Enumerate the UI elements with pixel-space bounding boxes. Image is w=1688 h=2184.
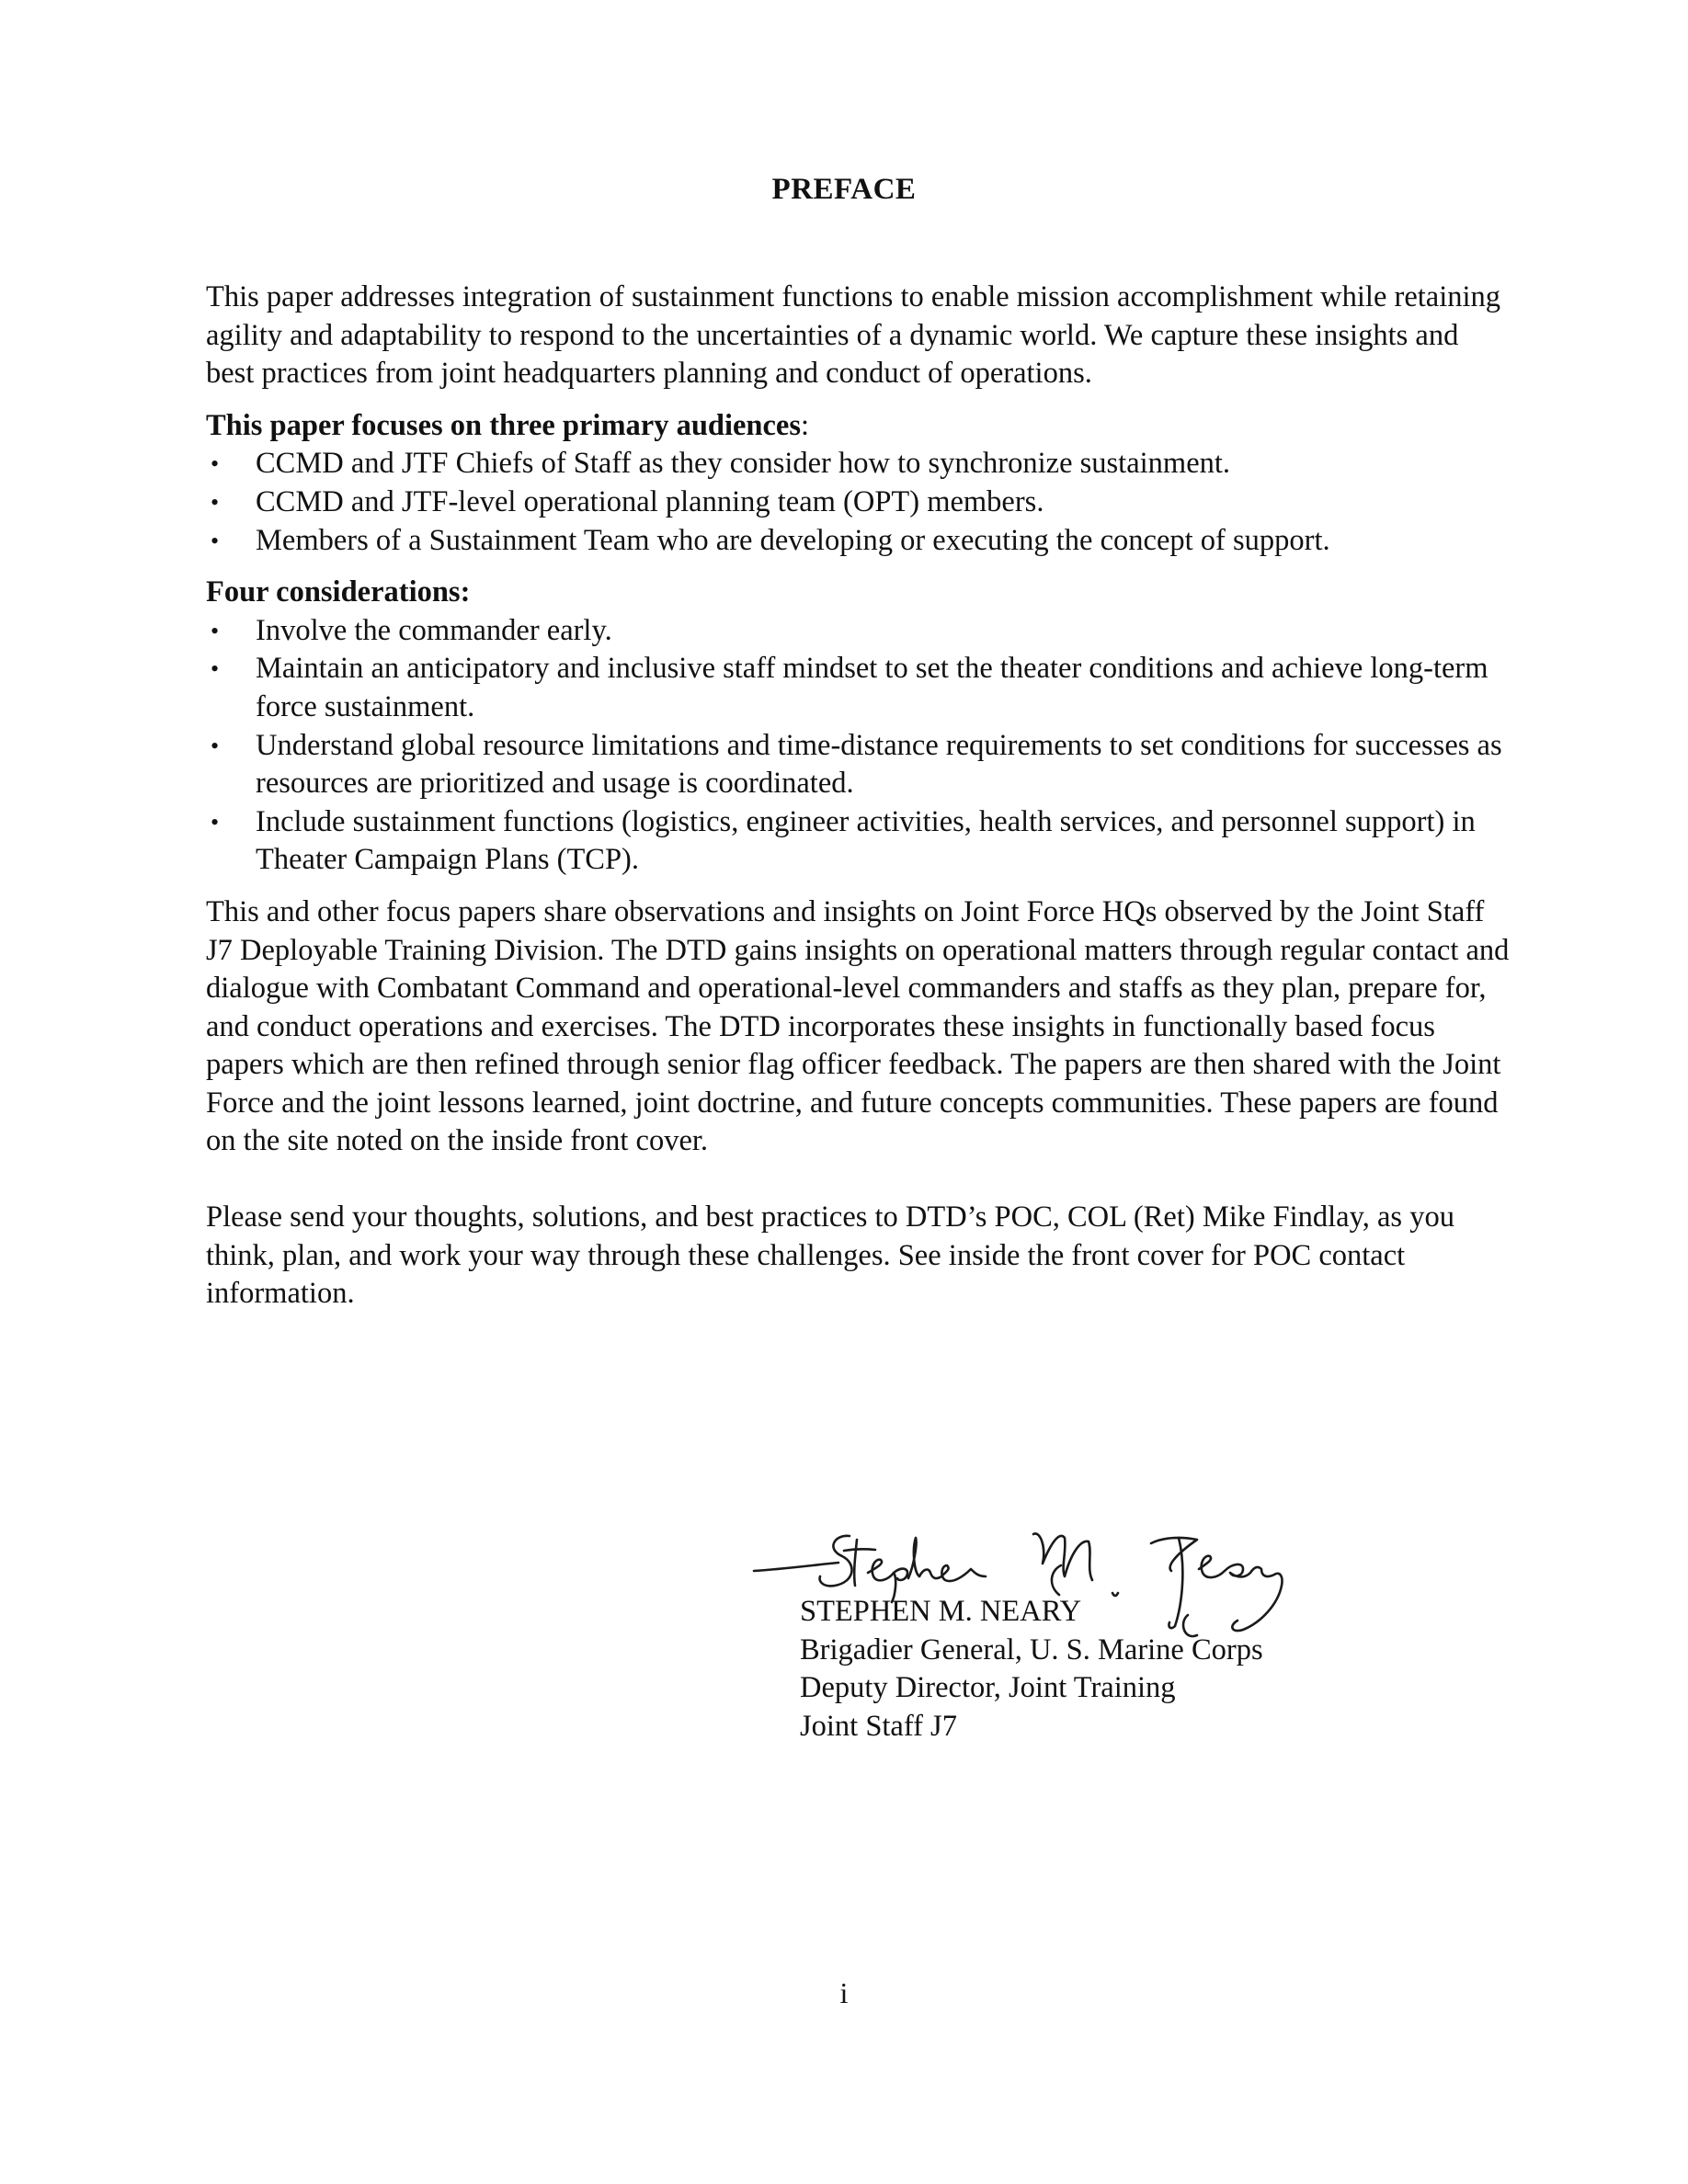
list-item [206, 522, 1511, 561]
list-item-text: Maintain an anticipatory and inclusive staff mindset to set the theater conditions and achieve long-term force sustainment. [256, 652, 1488, 723]
intro-paragraph: This paper addresses integration of sustainment functions to enable mission accomplishment while retaining agility and adaptability to respond to the uncertainties of a dynamic world. We capture these insights and best practices from joint headquarters planning and conduct of operations. [206, 280, 1501, 391]
bullet-icon: • [211, 732, 220, 759]
audiences-heading [206, 407, 1511, 446]
page-title: PREFACE [771, 173, 917, 206]
audiences-heading-colon: : [801, 408, 810, 442]
bullet-icon: • [211, 527, 220, 554]
closing-paragraph: Please send your thoughts, solutions, and best practices to DTD’s POC, COL (Ret) Mike Findlay, as you think, plan, and work your way through these challenges. See inside the front cover for POC contact information. [206, 1200, 1454, 1311]
list-item-text: Involve the commander early. [256, 613, 612, 647]
list-item-text: CCMD and JTF-level operational planning team (OPT) members. [256, 484, 1044, 518]
bullet-icon: • [211, 808, 220, 836]
bullet-icon: • [211, 488, 220, 516]
signature-block-text [800, 1593, 1263, 1746]
signer-name: STEPHEN M. NEARY [800, 1595, 1082, 1628]
considerations-heading: Four considerations: [206, 575, 471, 609]
list-item-text: Include sustainment functions (logistics, engineer activities, health services, and personnel support) in Theater Campaign Plans (TCP). [256, 804, 1476, 877]
list-item [206, 727, 1511, 803]
spacer [206, 560, 1511, 574]
page-number: i [839, 1976, 849, 2009]
focus-paragraph: This and other focus papers share observations and insights on Joint Force HQs observed by the Joint Staff J7 Deployable Training Division. The DTD gains insights on operational matters through regular contact and dialogue with Combatant Command and operational-level commanders and staffs as they plan, prepare for, and conduct operations and exercises. The DTD incorporates these insights in functionally based focus papers which are then refined through senior flag officer feedback. The papers are then shared with the Joint Force and the joint lessons learned, joint doctrine, and future concepts communities. These papers are found on the site noted on the inside front cover. [206, 894, 1510, 1158]
list-item-text: Understand global resource limitations and time-distance requirements to set conditions for successes as resources are prioritized and usage is coordinated. [256, 728, 1502, 801]
list-item [206, 650, 1511, 726]
signer-organization: Joint Staff J7 [800, 1709, 957, 1743]
list-item [206, 483, 1511, 522]
list-item-text: CCMD and JTF Chiefs of Staff as they consider how to synchronize sustainment. [256, 447, 1231, 481]
list-item [206, 445, 1511, 483]
list-item [206, 612, 1511, 651]
bullet-icon: • [211, 655, 220, 683]
list-item-text: Members of a Sustainment Team who are developing or executing the concept of support. [256, 523, 1330, 557]
signer-position: Deputy Director, Joint Training [800, 1671, 1176, 1705]
bullet-icon: • [211, 450, 220, 478]
spacer [206, 1161, 1511, 1199]
body-content [206, 279, 1511, 1314]
spacer [206, 880, 1511, 893]
audiences-list [206, 445, 1511, 560]
list-item [206, 803, 1511, 880]
signer-rank: Brigadier General, U. S. Marine Corps [800, 1632, 1263, 1666]
considerations-list [206, 612, 1511, 880]
audiences-heading-text: This paper focuses on three primary audiences [206, 408, 802, 442]
bullet-icon: • [211, 617, 220, 644]
